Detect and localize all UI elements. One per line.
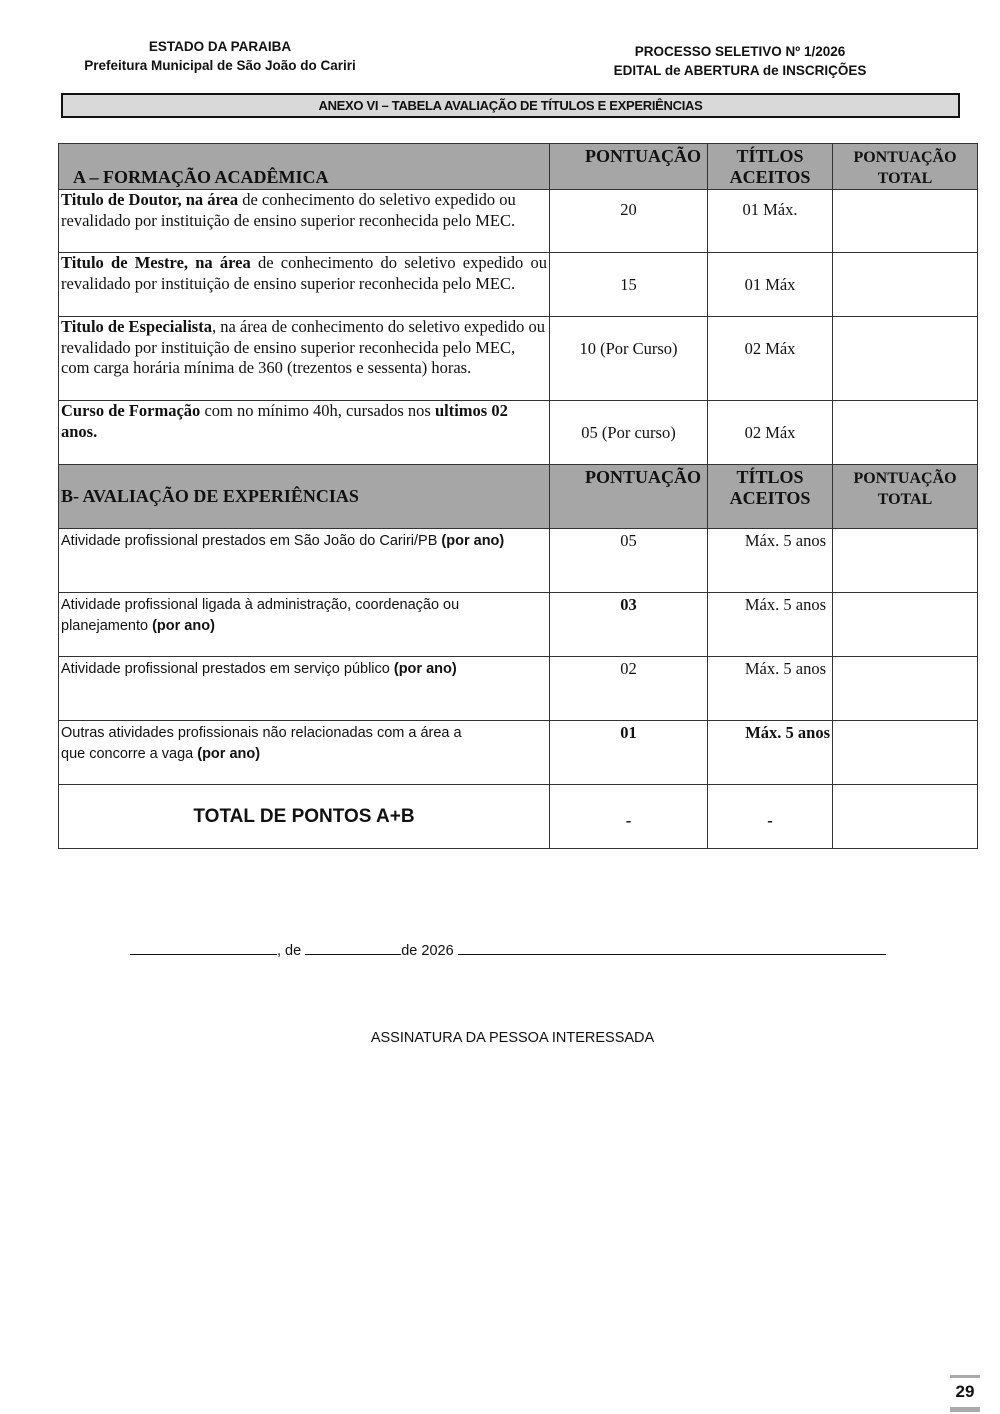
city-blank-field[interactable] — [130, 940, 277, 955]
edital-title: EDITAL de ABERTURA de INSCRIÇÕES — [613, 63, 867, 78]
row-accepted: 01 Máx — [708, 253, 833, 317]
section-b-title: B- AVALIAÇÃO DE EXPERIÊNCIAS — [61, 486, 359, 506]
page-number: 29 — [948, 1375, 982, 1412]
total-score: - — [550, 785, 708, 849]
date-signature-line: , de de 2026 — [130, 940, 900, 961]
row-accepted: 02 Máx — [708, 401, 833, 465]
total-accepted: - — [708, 785, 833, 849]
row-accepted: Máx. 5 anos — [708, 657, 833, 721]
row-accepted: 01 Máx. — [708, 190, 833, 253]
table-row — [59, 593, 978, 657]
section-b-header — [59, 465, 978, 529]
table-row — [59, 253, 978, 317]
row-accepted: Máx. 5 anos — [708, 721, 833, 785]
col-accepted-header: TÍTLOS ACEITOS — [708, 144, 833, 190]
row-score: 01 — [550, 721, 708, 785]
signature-blank-field[interactable] — [458, 940, 886, 955]
row-description: Atividade profissional prestados em São João do Cariri/PB (por ano) — [59, 529, 550, 593]
row-score: 03 — [550, 593, 708, 657]
row-description: Titulo de Doutor, na área de conhecimento do seletivo expedido ou revalidado por instituição de ensino superior reconhecida pelo MEC. — [59, 190, 550, 253]
table-row — [59, 721, 978, 785]
table-row — [59, 190, 978, 253]
header-left — [60, 37, 380, 75]
row-description: Atividade profissional prestados em serviço público (por ano) — [59, 657, 550, 721]
row-total-field[interactable] — [833, 529, 978, 593]
row-score: 20 — [550, 190, 708, 253]
month-blank-field[interactable] — [305, 940, 401, 955]
table-row — [59, 529, 978, 593]
table-row — [59, 401, 978, 465]
section-a-header — [59, 144, 978, 190]
total-label: TOTAL DE PONTOS A+B — [59, 785, 550, 849]
row-score: 05 — [550, 529, 708, 593]
row-total-field[interactable] — [833, 317, 978, 401]
row-description: Titulo de Especialista, na área de conhecimento do seletivo expedido ou revalidado por instituição de ensino superior reconhecida pelo MEC, com carga horária mínima de 360 (trezentos e sessenta) horas. — [59, 317, 550, 401]
total-points-field[interactable] — [833, 785, 978, 849]
header-right — [560, 42, 920, 80]
col-accepted-header: TÍTLOS ACEITOS — [708, 465, 833, 529]
row-total-field[interactable] — [833, 253, 978, 317]
state-name: ESTADO DA PARAIBA — [148, 39, 292, 54]
row-total-field[interactable] — [833, 190, 978, 253]
col-score-header: PONTUAÇÃO — [550, 144, 708, 190]
row-score: 10 (Por Curso) — [550, 317, 708, 401]
row-score: 02 — [550, 657, 708, 721]
row-description: Outras atividades profissionais não relacionadas com a área a que concorre a vaga (por ano) — [59, 721, 550, 785]
row-description: Atividade profissional ligada à administração, coordenação ou planejamento (por ano) — [59, 593, 550, 657]
row-total-field[interactable] — [833, 721, 978, 785]
process-title: PROCESSO SELETIVO Nº 1/2026 — [634, 44, 846, 59]
col-score-header: PONTUAÇÃO — [550, 465, 708, 529]
section-a-title: A – FORMAÇÃO ACADÊMICA — [73, 167, 329, 187]
row-total-field[interactable] — [833, 657, 978, 721]
row-total-field[interactable] — [833, 401, 978, 465]
total-row — [59, 785, 978, 849]
col-total-header: PONTUAÇÃO TOTAL — [833, 144, 978, 190]
signature-caption: ASSINATURA DA PESSOA INTERESSADA — [370, 1030, 655, 1046]
row-description: Titulo de Mestre, na área de conhecimento do seletivo expedido ou revalidado por instituição de ensino superior reconhecida pelo MEC. — [59, 253, 550, 317]
row-description: Curso de Formação com no mínimo 40h, cursados nos ultimos 02 anos. — [59, 401, 550, 465]
page-number-bar-top — [950, 1375, 980, 1378]
col-total-header: PONTUAÇÃO TOTAL — [833, 465, 978, 529]
row-accepted: 02 Máx — [708, 317, 833, 401]
table-row — [59, 657, 978, 721]
municipality-name: Prefeitura Municipal de São João do Cariri — [84, 58, 356, 73]
annex-title: ANEXO VI – TABELA AVALIAÇÃO DE TÍTULOS E EXPERIÊNCIAS — [61, 93, 960, 118]
evaluation-table — [58, 143, 978, 849]
table-row — [59, 317, 978, 401]
row-score: 15 — [550, 253, 708, 317]
row-accepted: Máx. 5 anos — [708, 529, 833, 593]
row-total-field[interactable] — [833, 593, 978, 657]
row-score: 05 (Por curso) — [550, 401, 708, 465]
row-accepted: Máx. 5 anos — [708, 593, 833, 657]
page-number-bar-bottom — [950, 1407, 980, 1412]
